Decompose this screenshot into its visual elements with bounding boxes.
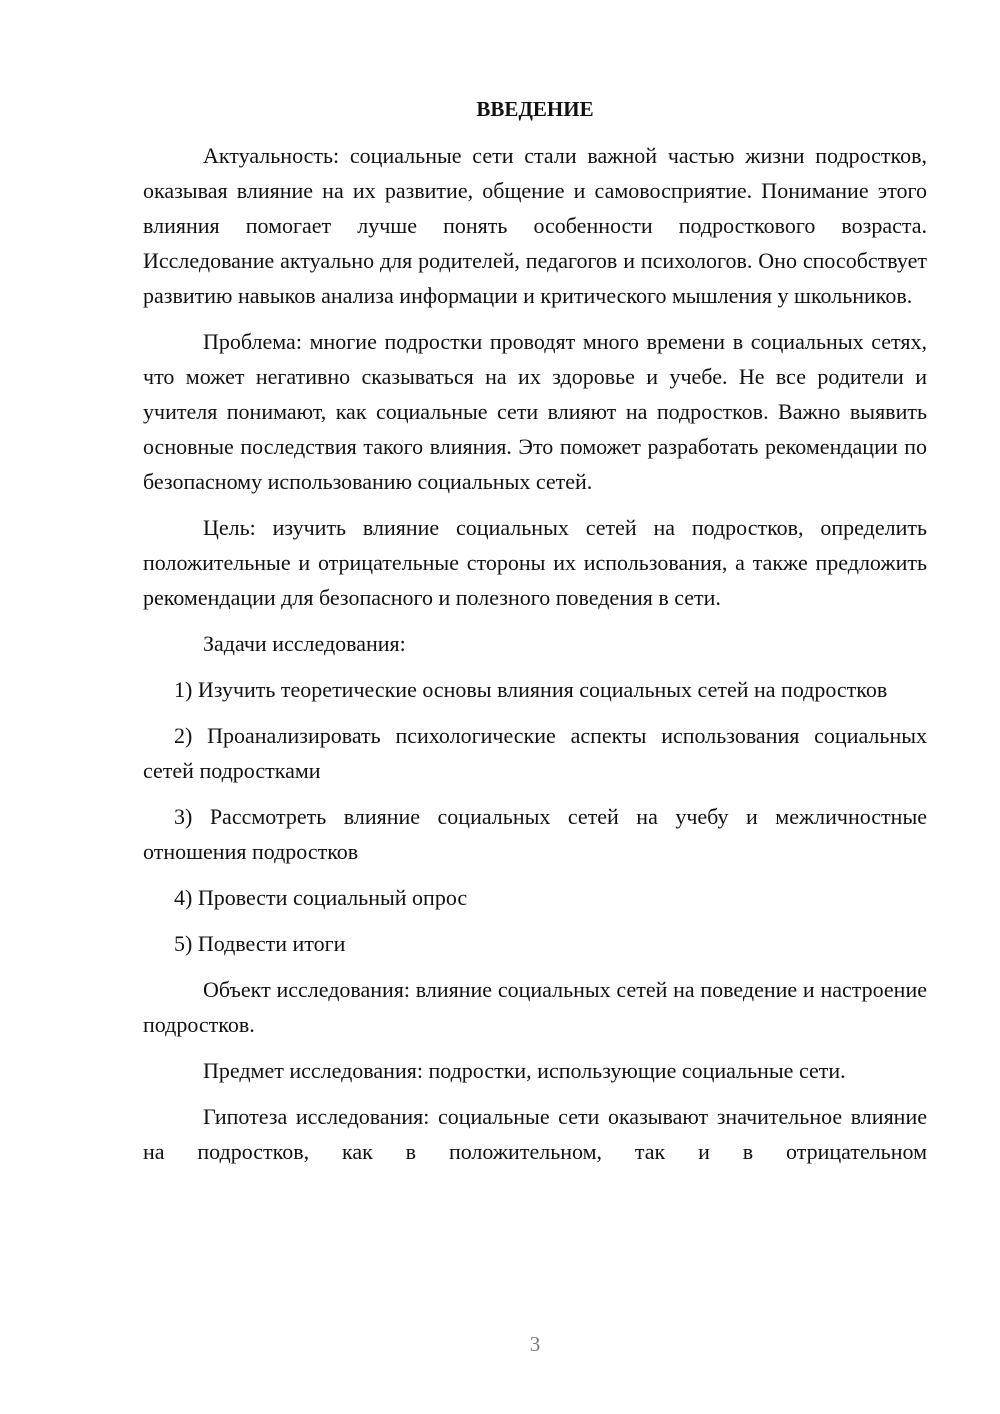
page-number: 3 — [529, 1332, 541, 1356]
problem-paragraph: Проблема: многие подростки проводят много времени в социальных сетях, что может негативно сказываться на их здоровье и учебе. Не все родители и учителя понимают, как социальные сети влияют на подростков. Важно выявить основные последствия такого влияния. Это поможет разработать рекомендации по безопасному использованию социальных сетей. — [143, 329, 927, 494]
task-item-5: 5) Подвести итоги — [174, 931, 346, 956]
relevance-paragraph: Актуальность: социальные сети стали важной частью жизни подростков, оказывая влияние на их развитие, общение и самовосприятие. Понимание этого влияния помогает лучше понять особенности подросткового возраста. Исследование актуально для родителей, педагогов и психологов. Оно способствует развитию навыков анализа информации и критического мышления у школьников. — [143, 143, 927, 308]
task-item-2: 2) Проанализировать психологические аспекты использования социальных сетей подростками — [143, 723, 927, 783]
subject-paragraph: Предмет исследования: подростки, использующие социальные сети. — [203, 1058, 846, 1083]
page-content — [143, 92, 927, 1180]
task-item-3: 3) Рассмотреть влияние социальных сетей на учебу и межличностные отношения подростков — [143, 804, 927, 864]
section-title: ВВЕДЕНИЕ — [476, 97, 594, 121]
task-item-4: 4) Провести социальный опрос — [174, 885, 468, 910]
task-item-1: 1) Изучить теоретические основы влияния социальных сетей на подростков — [174, 677, 888, 702]
goal-paragraph: Цель: изучить влияние социальных сетей на подростков, определить положительные и отрицательные стороны их использования, а также предложить рекомендации для безопасного и полезного поведения в сети. — [143, 515, 927, 610]
hypothesis-paragraph: Гипотеза исследования: социальные сети оказывают значительное влияние на подростков, как в положительном, так и в отрицательном — [143, 1104, 927, 1164]
tasks-heading: Задачи исследования: — [203, 631, 406, 656]
object-paragraph: Объект исследования: влияние социальных сетей на поведение и настроение подростков. — [143, 977, 927, 1037]
